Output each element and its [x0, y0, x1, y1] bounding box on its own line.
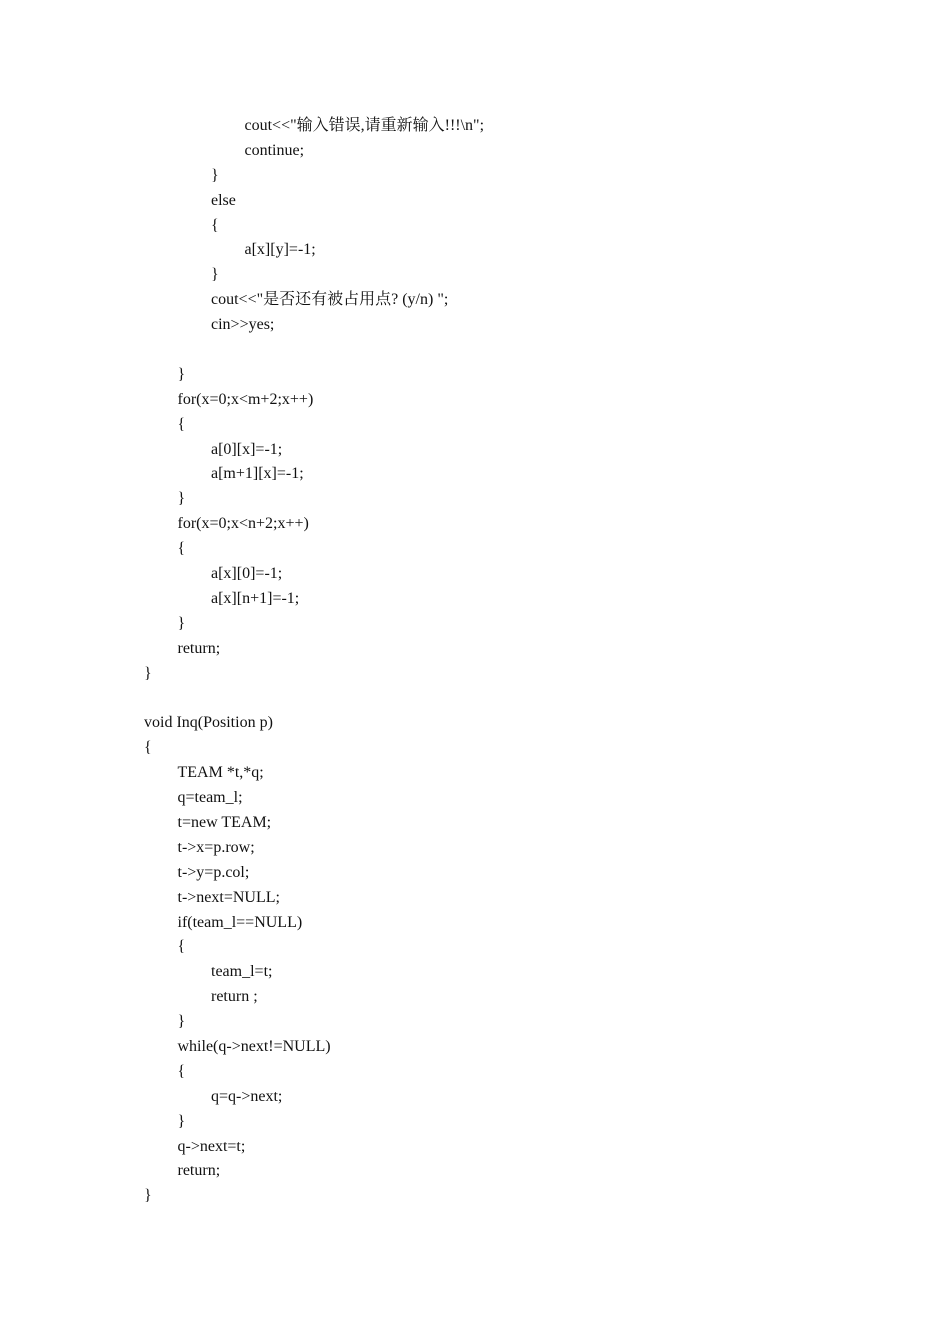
code-line: q=q->next; — [211, 1087, 283, 1105]
code-line: } — [177, 490, 186, 508]
code-line: a[x][0]=-1; — [211, 565, 283, 583]
code-line: t=new TEAM; — [177, 813, 272, 831]
code-line: void Inq(Position p) — [144, 714, 273, 732]
code-line: return; — [177, 639, 221, 657]
code-line: continue; — [244, 141, 305, 159]
code-line: { — [144, 739, 152, 757]
code-line: } — [177, 1013, 186, 1031]
code-line: q->next=t; — [177, 1137, 246, 1155]
code-line: } — [177, 614, 186, 632]
code-line: for(x=0;x<m+2;x++) — [177, 390, 314, 408]
code-line: t->next=NULL; — [177, 888, 280, 906]
code-line: cout<<"输入错误,请重新输入!!!\n"; — [244, 117, 485, 134]
code-line: while(q->next!=NULL) — [177, 1037, 331, 1055]
code-line: else — [211, 191, 236, 209]
code-line: for(x=0;x<n+2;x++) — [177, 515, 309, 533]
code-line: } — [211, 266, 219, 284]
code-line: } — [177, 365, 186, 383]
code-line: } — [177, 1112, 186, 1130]
code-line — [144, 686, 484, 711]
code-line: a[x][y]=-1; — [244, 241, 316, 259]
code-line: a[0][x]=-1; — [211, 440, 283, 458]
code-line: cin>>yes; — [211, 316, 275, 334]
code-line: a[x][n+1]=-1; — [211, 589, 300, 607]
code-line: return ; — [211, 988, 258, 1006]
code-line: if(team_l==NULL) — [177, 913, 303, 931]
code-line: return; — [177, 1162, 221, 1180]
code-listing — [144, 114, 484, 1209]
code-line: } — [211, 166, 219, 184]
code-line: { — [177, 540, 186, 558]
code-line: t->y=p.col; — [177, 863, 250, 881]
code-line: a[m+1][x]=-1; — [211, 465, 304, 483]
code-line: TEAM *t,*q; — [177, 764, 264, 782]
code-line: { — [177, 1062, 186, 1080]
code-line: } — [144, 1187, 152, 1205]
code-line: q=team_l; — [177, 789, 243, 807]
code-line: } — [144, 664, 152, 682]
code-line: { — [211, 216, 219, 234]
code-line: t->x=p.row; — [177, 838, 255, 856]
code-line — [144, 338, 484, 363]
code-line: cout<<"是否还有被占用点? (y/n) "; — [211, 291, 449, 309]
code-line: { — [177, 415, 186, 433]
code-line: team_l=t; — [211, 963, 273, 981]
code-line: { — [177, 938, 186, 956]
